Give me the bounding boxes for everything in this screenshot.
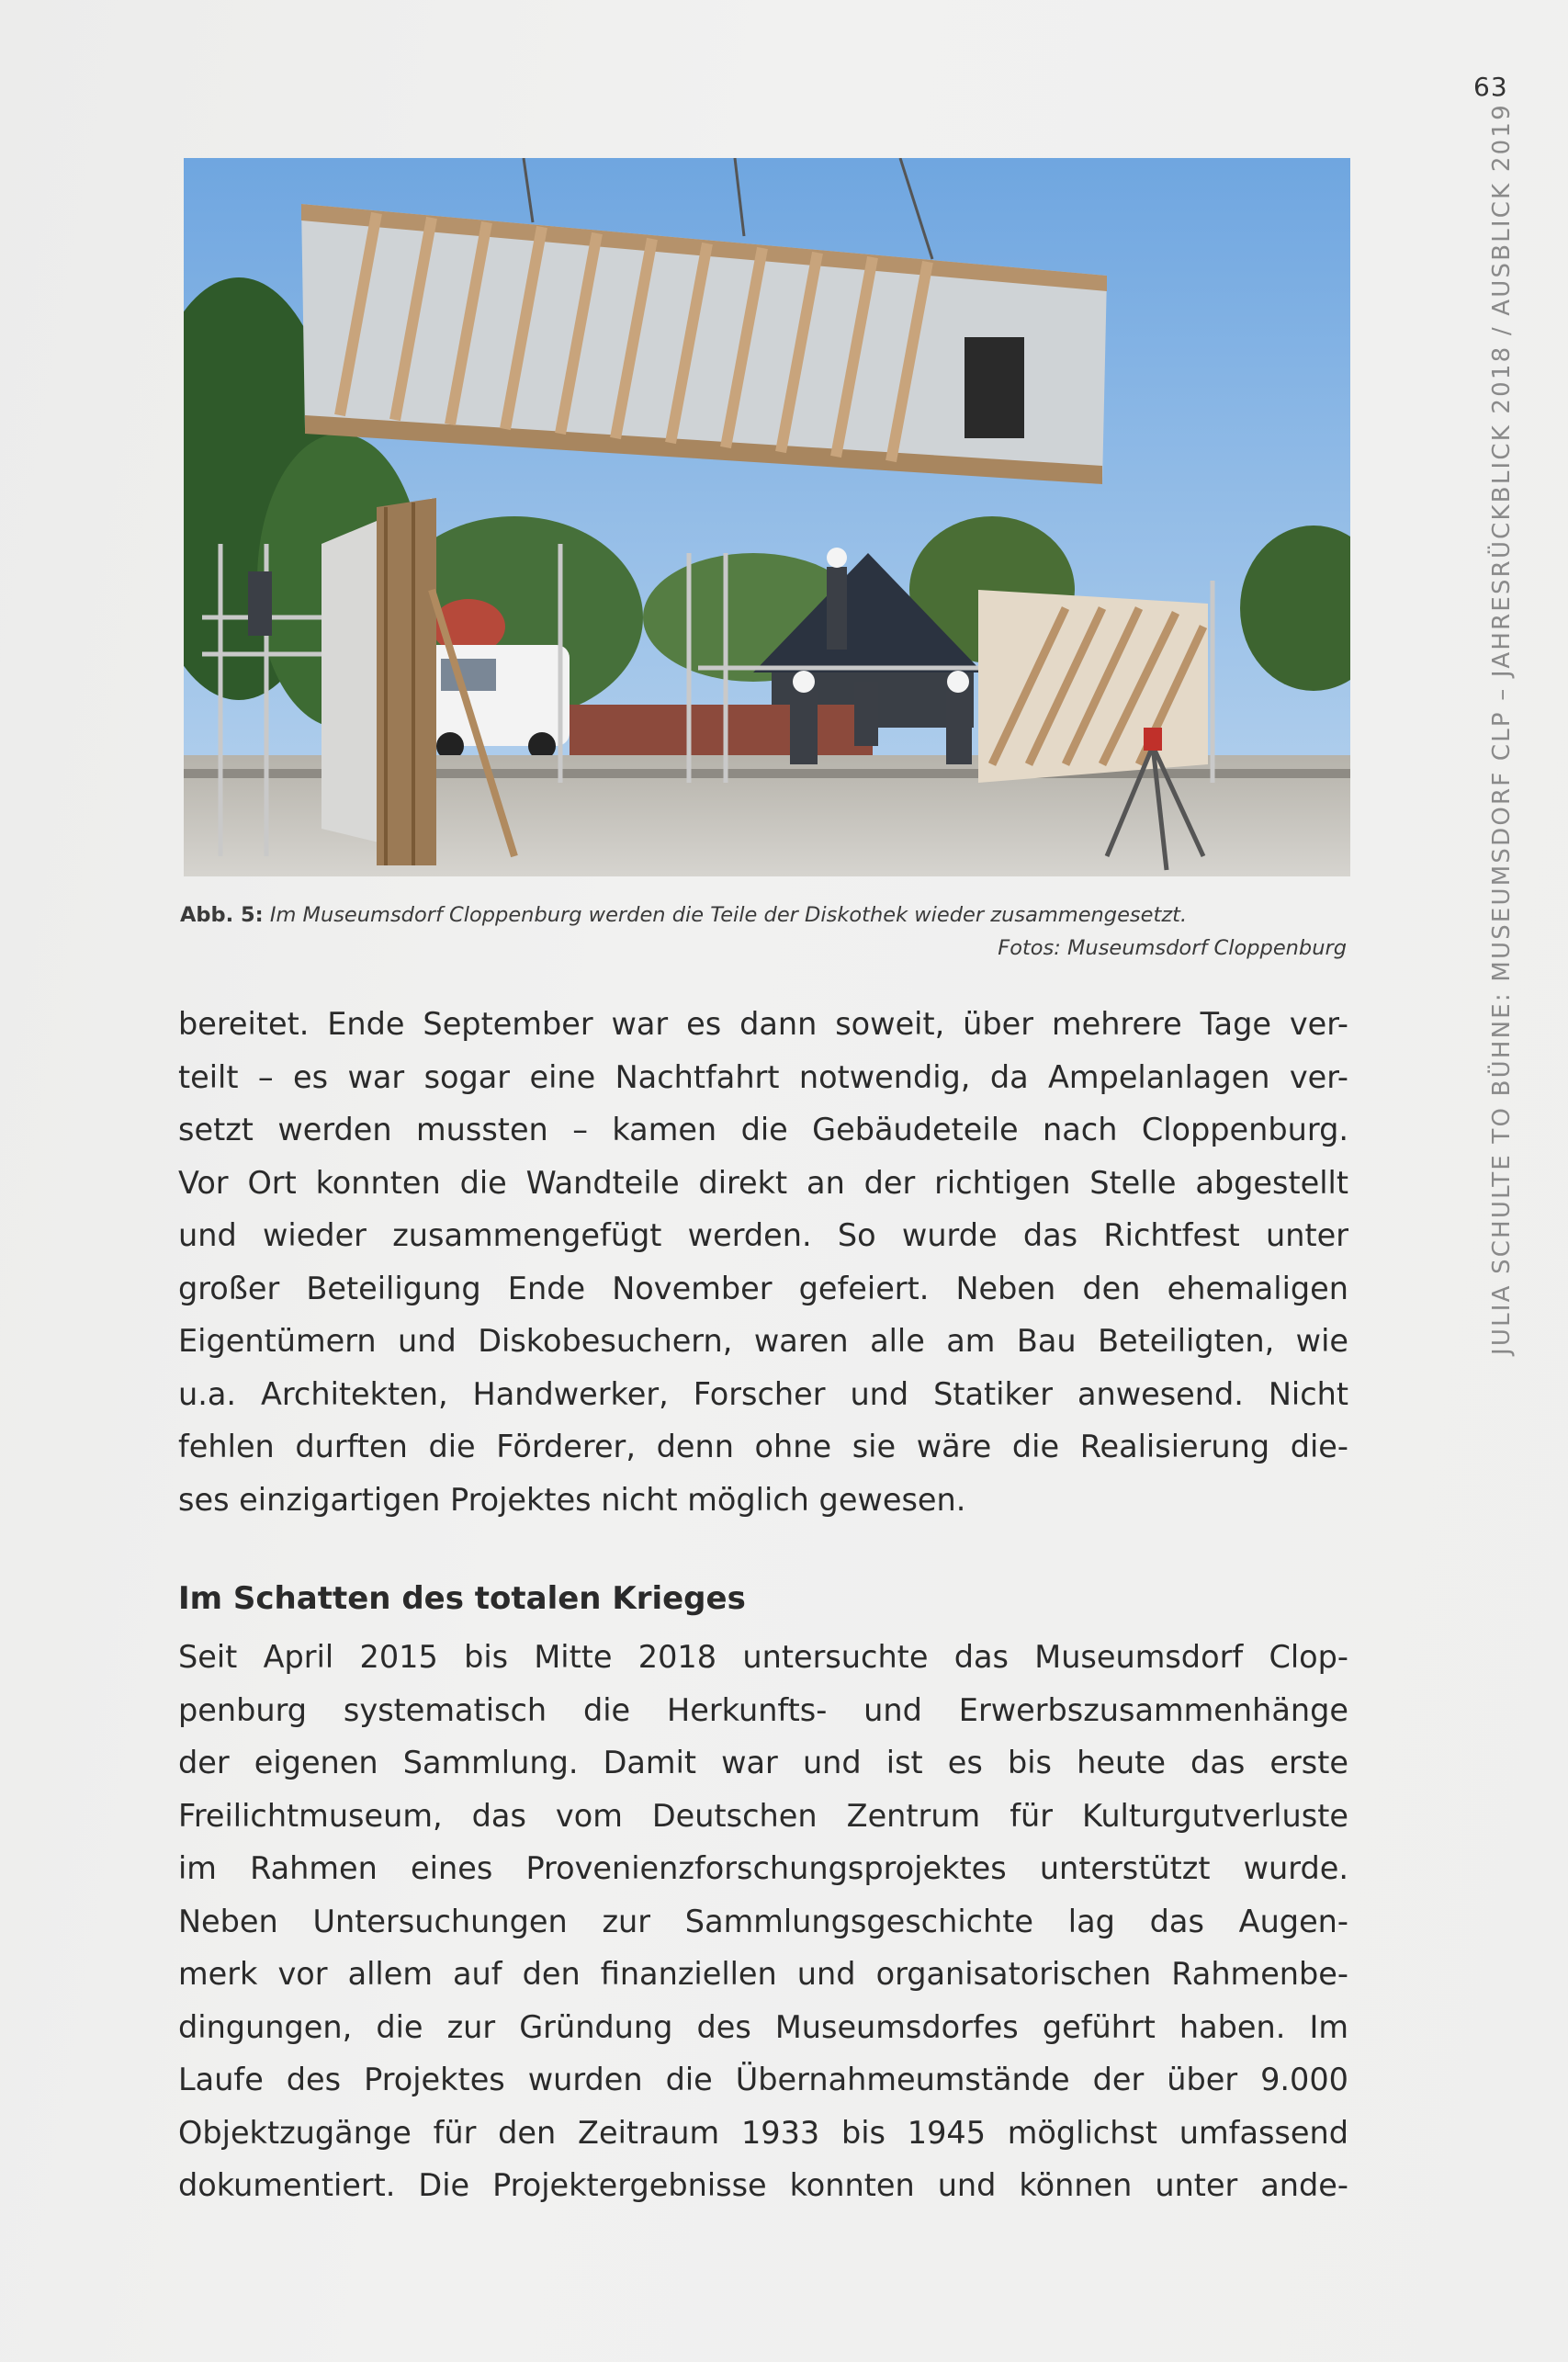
text-line: Eigentümern und Diskobesuchern, waren alle am Bau Beteiligten, wie [178, 1323, 1348, 1359]
paragraph-1 [178, 998, 1348, 1526]
text-line: Laufe des Projektes wurden die Übernahmeumstände der über 9.000 [178, 2062, 1348, 2097]
text-line: ses einzigartigen Projektes nicht möglich gewesen. [178, 1481, 966, 1518]
figure-label: Abb. 5: [180, 903, 264, 927]
text-line: großer Beteiligung Ende November gefeiert. Neben den ehemaligen [178, 1270, 1348, 1306]
text-line: und wieder zusammengefügt werden. So wurde das Richtfest unter [178, 1217, 1348, 1253]
text-line: Vor Ort konnten die Wandteile direkt an der richtigen Stelle abgestellt [178, 1164, 1348, 1201]
text-line: penburg systematisch die Herkunfts- und Erwerbszusammenhänge [178, 1691, 1348, 1728]
section-heading: Im Schatten des totalen Krieges [178, 1580, 746, 1617]
text-line: bereitet. Ende September war es dann soweit, über mehrere Tage ver- [178, 1006, 1348, 1042]
text-line: u.a. Architekten, Handwerker, Forscher und Statiker anwesend. Nicht [178, 1375, 1348, 1412]
text-line: teilt – es war sogar eine Nachtfahrt notwendig, da Ampelanlagen ver- [178, 1058, 1348, 1095]
text-line: merk vor allem auf den finanziellen und organisatorischen Rahmenbe- [178, 1956, 1348, 1992]
page-number: 63 [1473, 72, 1508, 102]
text-line: Freilichtmuseum, das vom Deutschen Zentrum für Kulturgutverluste [178, 1797, 1348, 1834]
text-line: dokumentiert. Die Projektergebnisse konnten und können unter ande- [178, 2167, 1348, 2203]
text-line: dingungen, die zur Gründung des Museumsdorfes geführt haben. Im [178, 2008, 1348, 2045]
figure-credit: Fotos: Museumsdorf Cloppenburg [998, 936, 1347, 960]
paragraph-2 [178, 1631, 1348, 2212]
text-line: Seit April 2015 bis Mitte 2018 untersuchte das Museumsdorf Clop- [178, 1639, 1348, 1675]
figure-photo [184, 158, 1350, 876]
text-line: der eigenen Sammlung. Damit war und ist es bis heute das erste [178, 1745, 1348, 1780]
text-line: im Rahmen eines Provenienzforschungsprojektes unterstützt wurde. [178, 1850, 1348, 1886]
figure-caption-text: Im Museumsdorf Cloppenburg werden die Teile der Diskothek wieder zusammengesetzt. [269, 903, 1188, 927]
construction-photo [184, 158, 1350, 876]
figure-caption [180, 898, 1347, 965]
text-line: setzt werden mussten – kamen die Gebäudeteile nach Cloppenburg. [178, 1112, 1348, 1147]
text-line: Neben Untersuchungen zur Sammlungsgeschichte lag das Augen- [178, 1903, 1348, 1939]
text-line: Objektzugänge für den Zeitraum 1933 bis 1945 möglichst umfassend [178, 2114, 1348, 2151]
running-header: JULIA SCHULTE TO BÜHNE: MUSEUMSDORF CLP – JAHRESRÜCKBLICK 2018 / AUSBLICK 2019 [1488, 103, 1516, 1355]
text-line: fehlen durften die Förderer, denn ohne sie wäre die Realisierung die- [178, 1429, 1348, 1464]
